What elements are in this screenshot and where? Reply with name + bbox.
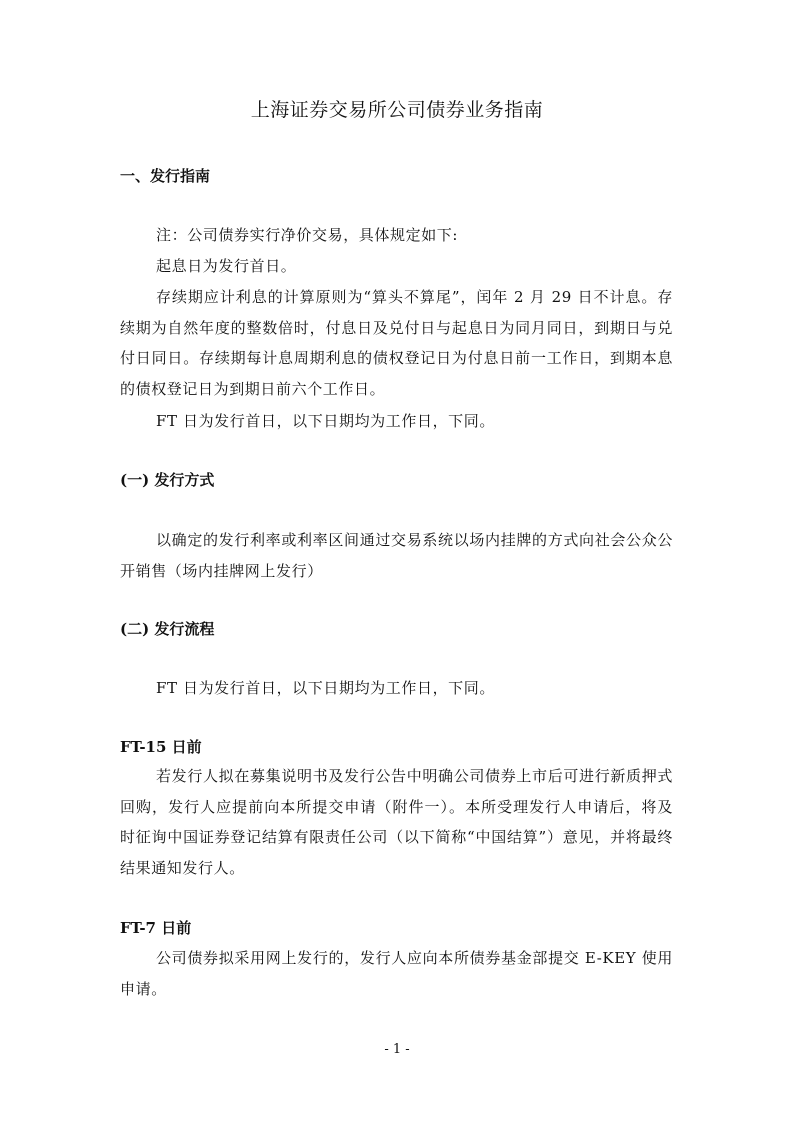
subsection-heading-issuance-method: (一) 发行方式: [120, 471, 215, 489]
value-date-paragraph: 起息日为发行首日。: [156, 257, 297, 275]
issuance-method-paragraph: 以确定的发行利率或利率区间通过交易系统以场内挂牌的方式向社会公众公开销售（场内挂牌网上发行）: [120, 531, 673, 580]
ft-definition-paragraph-2: FT 日为发行首日，以下日期均为工作日，下同。: [156, 679, 495, 697]
subsection-heading-issuance-process: (二) 发行流程: [120, 620, 215, 638]
note-paragraph: 注：公司债券实行净价交易，具体规定如下:: [156, 226, 459, 244]
interest-rule-paragraph: 存续期应计利息的计算原则为“算头不算尾”，闰年 2 月 29 日不计息。存续期为自然年度的整数倍时，付息日及兑付日与起息日为同月同日，到期日与兑付日同日。存续期每计息周期利息的债权登记日为付息日前一工作日，到期本息的债权登记日为到期日前六个工作日。: [120, 288, 673, 398]
ft7-paragraph: 公司债券拟采用网上发行的，发行人应向本所债券基金部提交 E-KEY 使用申请。: [120, 949, 673, 998]
ft7-heading: FT-7 日前: [120, 919, 192, 937]
ft-definition-paragraph: FT 日为发行首日，以下日期均为工作日，下同。: [156, 412, 495, 430]
section-heading-issuance-guide: 一、发行指南: [120, 167, 211, 185]
ft15-paragraph: 若发行人拟在募集说明书及发行公告中明确公司债券上市后可进行新质押式回购，发行人应提前向本所提交申请（附件一）。本所受理发行人申请后，将及时征询中国证券登记结算有限责任公司（以下简称“中国结算”）意见，并将最终结果通知发行人。: [120, 767, 673, 877]
page-number: - 1 -: [384, 1042, 410, 1057]
document-title: 上海证券交易所公司债券业务指南: [250, 99, 544, 121]
ft15-heading: FT-15 日前: [120, 738, 202, 756]
